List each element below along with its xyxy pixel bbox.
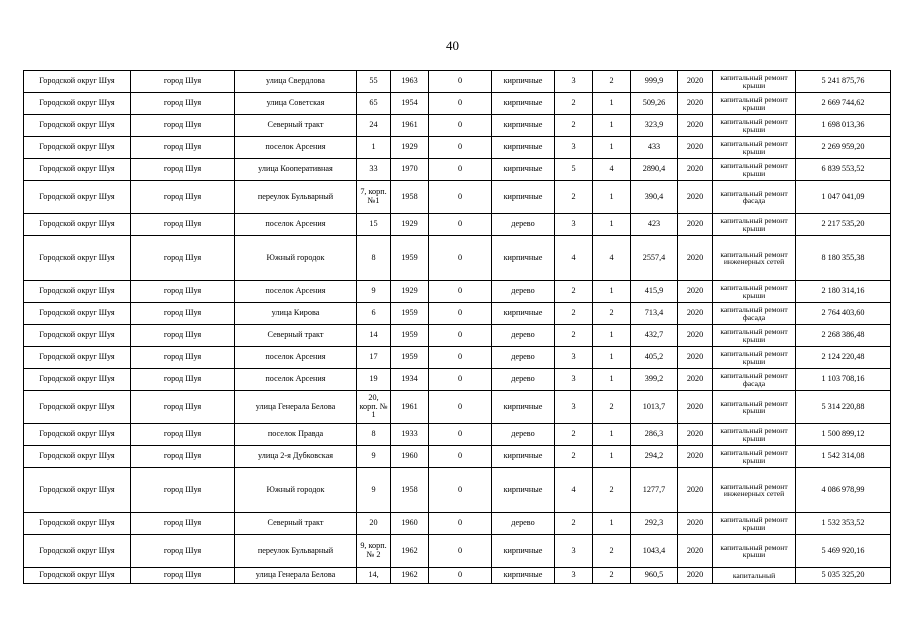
floors-cell: 4 (555, 236, 593, 281)
build-year-cell: 1962 (391, 535, 429, 568)
street-cell: улица 2-я Дубковская (235, 446, 357, 468)
street-cell: улица Генерала Белова (235, 391, 357, 424)
plan-year-cell: 2020 (678, 513, 713, 535)
entrances-cell: 1 (593, 93, 631, 115)
municipality-cell: Городской округ Шуя (24, 71, 131, 93)
municipality-cell: Городской округ Шуя (24, 303, 131, 325)
area-cell: 2557,4 (631, 236, 678, 281)
zero-cell: 0 (429, 236, 492, 281)
house-number-cell: 9, корп. № 2 (357, 535, 391, 568)
house-number-cell: 14 (357, 325, 391, 347)
plan-year-cell: 2020 (678, 391, 713, 424)
wall-material-cell: кирпичные (492, 93, 555, 115)
area-cell: 390,4 (631, 181, 678, 214)
zero-cell: 0 (429, 391, 492, 424)
settlement-cell: город Шуя (131, 93, 235, 115)
zero-cell: 0 (429, 325, 492, 347)
house-number-cell: 1 (357, 137, 391, 159)
plan-year-cell: 2020 (678, 535, 713, 568)
floors-cell: 3 (555, 347, 593, 369)
build-year-cell: 1960 (391, 446, 429, 468)
area-cell: 1043,4 (631, 535, 678, 568)
municipality-cell: Городской округ Шуя (24, 446, 131, 468)
entrances-cell: 1 (593, 214, 631, 236)
wall-material-cell: дерево (492, 369, 555, 391)
entrances-cell: 1 (593, 513, 631, 535)
municipality-cell: Городской округ Шуя (24, 137, 131, 159)
build-year-cell: 1963 (391, 71, 429, 93)
house-number-cell: 19 (357, 369, 391, 391)
entrances-cell: 1 (593, 137, 631, 159)
floors-cell: 3 (555, 568, 593, 584)
municipality-cell: Городской округ Шуя (24, 468, 131, 513)
table-row (24, 236, 891, 281)
floors-cell: 2 (555, 303, 593, 325)
wall-material-cell: дерево (492, 281, 555, 303)
cost-cell: 1 103 708,16 (796, 369, 891, 391)
work-type-cell: капитальный ремонт крыши (713, 281, 796, 303)
build-year-cell: 1961 (391, 391, 429, 424)
zero-cell: 0 (429, 468, 492, 513)
area-cell: 423 (631, 214, 678, 236)
settlement-cell: город Шуя (131, 71, 235, 93)
municipality-cell: Городской округ Шуя (24, 214, 131, 236)
wall-material-cell: кирпичные (492, 303, 555, 325)
zero-cell: 0 (429, 137, 492, 159)
work-type-cell: капитальный ремонт крыши (713, 115, 796, 137)
table-row (24, 303, 891, 325)
wall-material-cell: дерево (492, 214, 555, 236)
house-number-cell: 6 (357, 303, 391, 325)
table-row (24, 159, 891, 181)
settlement-cell: город Шуя (131, 468, 235, 513)
table-body (24, 71, 891, 584)
work-type-cell: капитальный ремонт крыши (713, 93, 796, 115)
work-type-cell: капитальный ремонт инженерных сетей (713, 236, 796, 281)
street-cell: Северный тракт (235, 513, 357, 535)
settlement-cell: город Шуя (131, 303, 235, 325)
work-type-cell: капитальный ремонт крыши (713, 446, 796, 468)
work-type-cell: капитальный ремонт крыши (713, 535, 796, 568)
cost-cell: 6 839 553,52 (796, 159, 891, 181)
plan-year-cell: 2020 (678, 303, 713, 325)
wall-material-cell: кирпичные (492, 236, 555, 281)
settlement-cell: город Шуя (131, 236, 235, 281)
area-cell: 1013,7 (631, 391, 678, 424)
settlement-cell: город Шуя (131, 214, 235, 236)
build-year-cell: 1961 (391, 115, 429, 137)
floors-cell: 2 (555, 181, 593, 214)
build-year-cell: 1929 (391, 214, 429, 236)
plan-year-cell: 2020 (678, 446, 713, 468)
table-row (24, 391, 891, 424)
build-year-cell: 1929 (391, 281, 429, 303)
build-year-cell: 1958 (391, 181, 429, 214)
house-number-cell: 9 (357, 468, 391, 513)
cost-cell: 2 268 386,48 (796, 325, 891, 347)
house-number-cell: 8 (357, 424, 391, 446)
street-cell: переулок Бульварный (235, 535, 357, 568)
zero-cell: 0 (429, 424, 492, 446)
house-number-cell: 8 (357, 236, 391, 281)
area-cell: 292,3 (631, 513, 678, 535)
cost-cell: 1 047 041,09 (796, 181, 891, 214)
house-number-cell: 33 (357, 159, 391, 181)
plan-year-cell: 2020 (678, 181, 713, 214)
area-cell: 1277,7 (631, 468, 678, 513)
zero-cell: 0 (429, 71, 492, 93)
work-type-cell: капитальный ремонт фасада (713, 181, 796, 214)
table-row (24, 513, 891, 535)
settlement-cell: город Шуя (131, 115, 235, 137)
plan-year-cell: 2020 (678, 347, 713, 369)
work-type-cell: капитальный (713, 568, 796, 584)
zero-cell: 0 (429, 303, 492, 325)
wall-material-cell: кирпичные (492, 115, 555, 137)
area-cell: 960,5 (631, 568, 678, 584)
plan-year-cell: 2020 (678, 236, 713, 281)
floors-cell: 2 (555, 513, 593, 535)
floors-cell: 3 (555, 137, 593, 159)
build-year-cell: 1933 (391, 424, 429, 446)
wall-material-cell: дерево (492, 424, 555, 446)
table-row (24, 468, 891, 513)
build-year-cell: 1929 (391, 137, 429, 159)
entrances-cell: 4 (593, 159, 631, 181)
house-number-cell: 9 (357, 446, 391, 468)
table-row (24, 181, 891, 214)
zero-cell: 0 (429, 535, 492, 568)
house-number-cell: 65 (357, 93, 391, 115)
cost-cell: 1 542 314,08 (796, 446, 891, 468)
zero-cell: 0 (429, 347, 492, 369)
floors-cell: 2 (555, 93, 593, 115)
street-cell: переулок Бульварный (235, 181, 357, 214)
entrances-cell: 1 (593, 424, 631, 446)
entrances-cell: 1 (593, 281, 631, 303)
zero-cell: 0 (429, 159, 492, 181)
municipality-cell: Городской округ Шуя (24, 568, 131, 584)
street-cell: поселок Арсения (235, 281, 357, 303)
entrances-cell: 2 (593, 568, 631, 584)
wall-material-cell: кирпичные (492, 568, 555, 584)
floors-cell: 2 (555, 115, 593, 137)
settlement-cell: город Шуя (131, 159, 235, 181)
work-type-cell: капитальный ремонт фасада (713, 369, 796, 391)
plan-year-cell: 2020 (678, 71, 713, 93)
settlement-cell: город Шуя (131, 347, 235, 369)
zero-cell: 0 (429, 93, 492, 115)
house-number-cell: 55 (357, 71, 391, 93)
plan-year-cell: 2020 (678, 568, 713, 584)
table-row (24, 568, 891, 584)
settlement-cell: город Шуя (131, 424, 235, 446)
street-cell: поселок Арсения (235, 369, 357, 391)
zero-cell: 0 (429, 568, 492, 584)
street-cell: улица Кирова (235, 303, 357, 325)
municipality-cell: Городской округ Шуя (24, 181, 131, 214)
settlement-cell: город Шуя (131, 181, 235, 214)
house-number-cell: 14, (357, 568, 391, 584)
wall-material-cell: дерево (492, 347, 555, 369)
street-cell: поселок Арсения (235, 137, 357, 159)
work-type-cell: капитальный ремонт крыши (713, 424, 796, 446)
zero-cell: 0 (429, 513, 492, 535)
zero-cell: 0 (429, 446, 492, 468)
municipality-cell: Городской округ Шуя (24, 424, 131, 446)
house-number-cell: 15 (357, 214, 391, 236)
table-row (24, 281, 891, 303)
build-year-cell: 1934 (391, 369, 429, 391)
house-number-cell: 24 (357, 115, 391, 137)
plan-year-cell: 2020 (678, 115, 713, 137)
table-row (24, 214, 891, 236)
floors-cell: 3 (555, 369, 593, 391)
wall-material-cell: кирпичные (492, 468, 555, 513)
zero-cell: 0 (429, 281, 492, 303)
work-type-cell: капитальный ремонт крыши (713, 71, 796, 93)
wall-material-cell: кирпичные (492, 71, 555, 93)
area-cell: 323,9 (631, 115, 678, 137)
build-year-cell: 1959 (391, 303, 429, 325)
entrances-cell: 2 (593, 303, 631, 325)
entrances-cell: 2 (593, 71, 631, 93)
floors-cell: 5 (555, 159, 593, 181)
work-type-cell: капитальный ремонт крыши (713, 391, 796, 424)
cost-cell: 1 532 353,52 (796, 513, 891, 535)
plan-year-cell: 2020 (678, 137, 713, 159)
municipality-cell: Городской округ Шуя (24, 369, 131, 391)
settlement-cell: город Шуя (131, 513, 235, 535)
plan-year-cell: 2020 (678, 214, 713, 236)
area-cell: 999,9 (631, 71, 678, 93)
build-year-cell: 1954 (391, 93, 429, 115)
cost-cell: 5 035 325,20 (796, 568, 891, 584)
cost-cell: 2 180 314,16 (796, 281, 891, 303)
work-type-cell: капитальный ремонт крыши (713, 137, 796, 159)
wall-material-cell: дерево (492, 325, 555, 347)
plan-year-cell: 2020 (678, 468, 713, 513)
work-type-cell: капитальный ремонт крыши (713, 159, 796, 181)
street-cell: Северный тракт (235, 325, 357, 347)
area-cell: 415,9 (631, 281, 678, 303)
entrances-cell: 1 (593, 369, 631, 391)
municipality-cell: Городской округ Шуя (24, 535, 131, 568)
street-cell: улица Кооперативная (235, 159, 357, 181)
build-year-cell: 1959 (391, 236, 429, 281)
page-number: 40 (446, 38, 459, 53)
area-cell: 405,2 (631, 347, 678, 369)
street-cell: Южный городок (235, 236, 357, 281)
cost-cell: 1 698 013,36 (796, 115, 891, 137)
entrances-cell: 2 (593, 468, 631, 513)
floors-cell: 3 (555, 214, 593, 236)
plan-year-cell: 2020 (678, 424, 713, 446)
wall-material-cell: кирпичные (492, 181, 555, 214)
plan-year-cell: 2020 (678, 325, 713, 347)
settlement-cell: город Шуя (131, 281, 235, 303)
cost-cell: 8 180 355,38 (796, 236, 891, 281)
zero-cell: 0 (429, 369, 492, 391)
house-number-cell: 20 (357, 513, 391, 535)
plan-year-cell: 2020 (678, 369, 713, 391)
settlement-cell: город Шуя (131, 391, 235, 424)
municipality-cell: Городской округ Шуя (24, 281, 131, 303)
build-year-cell: 1962 (391, 568, 429, 584)
wall-material-cell: кирпичные (492, 446, 555, 468)
settlement-cell: город Шуя (131, 446, 235, 468)
work-type-cell: капитальный ремонт крыши (713, 325, 796, 347)
housing-repair-table (23, 70, 891, 584)
floors-cell: 4 (555, 468, 593, 513)
floors-cell: 3 (555, 535, 593, 568)
municipality-cell: Городской округ Шуя (24, 325, 131, 347)
area-cell: 713,4 (631, 303, 678, 325)
municipality-cell: Городской округ Шуя (24, 347, 131, 369)
street-cell: Северный тракт (235, 115, 357, 137)
area-cell: 399,2 (631, 369, 678, 391)
build-year-cell: 1959 (391, 325, 429, 347)
municipality-cell: Городской округ Шуя (24, 159, 131, 181)
entrances-cell: 1 (593, 325, 631, 347)
plan-year-cell: 2020 (678, 159, 713, 181)
area-cell: 294,2 (631, 446, 678, 468)
cost-cell: 5 314 220,88 (796, 391, 891, 424)
cost-cell: 2 124 220,48 (796, 347, 891, 369)
settlement-cell: город Шуя (131, 325, 235, 347)
wall-material-cell: кирпичные (492, 137, 555, 159)
zero-cell: 0 (429, 115, 492, 137)
floors-cell: 2 (555, 424, 593, 446)
entrances-cell: 1 (593, 115, 631, 137)
build-year-cell: 1960 (391, 513, 429, 535)
work-type-cell: капитальный ремонт крыши (713, 513, 796, 535)
street-cell: поселок Арсения (235, 347, 357, 369)
table-row (24, 347, 891, 369)
floors-cell: 3 (555, 391, 593, 424)
entrances-cell: 2 (593, 391, 631, 424)
work-type-cell: капитальный ремонт крыши (713, 347, 796, 369)
wall-material-cell: кирпичные (492, 391, 555, 424)
street-cell: поселок Арсения (235, 214, 357, 236)
settlement-cell: город Шуя (131, 568, 235, 584)
house-number-cell: 7, корп. №1 (357, 181, 391, 214)
plan-year-cell: 2020 (678, 281, 713, 303)
table-row (24, 535, 891, 568)
table-row (24, 115, 891, 137)
settlement-cell: город Шуя (131, 535, 235, 568)
build-year-cell: 1958 (391, 468, 429, 513)
cost-cell: 2 217 535,20 (796, 214, 891, 236)
entrances-cell: 4 (593, 236, 631, 281)
municipality-cell: Городской округ Шуя (24, 93, 131, 115)
street-cell: Южный городок (235, 468, 357, 513)
table-row (24, 424, 891, 446)
area-cell: 509,26 (631, 93, 678, 115)
work-type-cell: капитальный ремонт крыши (713, 214, 796, 236)
house-number-cell: 9 (357, 281, 391, 303)
work-type-cell: капитальный ремонт инженерных сетей (713, 468, 796, 513)
house-number-cell: 17 (357, 347, 391, 369)
table-row (24, 325, 891, 347)
table-row (24, 71, 891, 93)
floors-cell: 3 (555, 71, 593, 93)
cost-cell: 5 469 920,16 (796, 535, 891, 568)
zero-cell: 0 (429, 181, 492, 214)
floors-cell: 2 (555, 446, 593, 468)
street-cell: улица Генерала Белова (235, 568, 357, 584)
cost-cell: 5 241 875,76 (796, 71, 891, 93)
work-type-cell: капитальный ремонт фасада (713, 303, 796, 325)
area-cell: 286,3 (631, 424, 678, 446)
area-cell: 2890,4 (631, 159, 678, 181)
table-row (24, 369, 891, 391)
street-cell: улица Свердлова (235, 71, 357, 93)
settlement-cell: город Шуя (131, 137, 235, 159)
street-cell: поселок Правда (235, 424, 357, 446)
house-number-cell: 20, корп. № 1 (357, 391, 391, 424)
municipality-cell: Городской округ Шуя (24, 513, 131, 535)
wall-material-cell: кирпичные (492, 159, 555, 181)
municipality-cell: Городской округ Шуя (24, 236, 131, 281)
zero-cell: 0 (429, 214, 492, 236)
area-cell: 432,7 (631, 325, 678, 347)
cost-cell: 2 269 959,20 (796, 137, 891, 159)
cost-cell: 2 669 744,62 (796, 93, 891, 115)
settlement-cell: город Шуя (131, 369, 235, 391)
municipality-cell: Городской округ Шуя (24, 115, 131, 137)
entrances-cell: 1 (593, 181, 631, 214)
cost-cell: 2 764 403,60 (796, 303, 891, 325)
wall-material-cell: кирпичные (492, 535, 555, 568)
build-year-cell: 1959 (391, 347, 429, 369)
plan-year-cell: 2020 (678, 93, 713, 115)
entrances-cell: 1 (593, 446, 631, 468)
street-cell: улица Советская (235, 93, 357, 115)
area-cell: 433 (631, 137, 678, 159)
table-row (24, 446, 891, 468)
cost-cell: 4 086 978,99 (796, 468, 891, 513)
municipality-cell: Городской округ Шуя (24, 391, 131, 424)
build-year-cell: 1970 (391, 159, 429, 181)
table-row (24, 137, 891, 159)
entrances-cell: 1 (593, 347, 631, 369)
floors-cell: 2 (555, 325, 593, 347)
table-row (24, 93, 891, 115)
floors-cell: 2 (555, 281, 593, 303)
entrances-cell: 2 (593, 535, 631, 568)
cost-cell: 1 500 899,12 (796, 424, 891, 446)
wall-material-cell: дерево (492, 513, 555, 535)
